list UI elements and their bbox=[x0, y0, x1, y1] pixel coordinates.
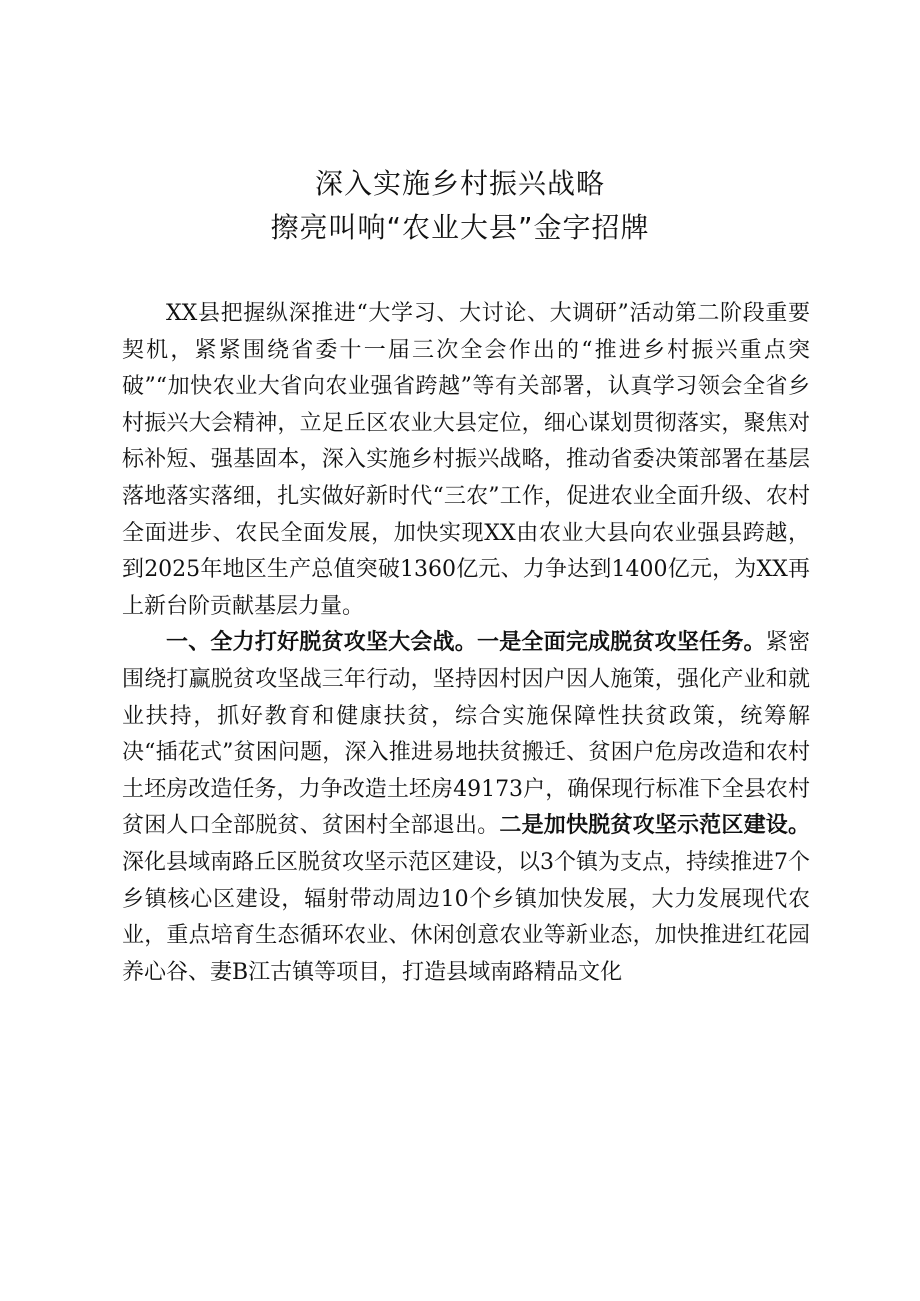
sub-item-1-text: 紧密围绕打赢脱贫攻坚战三年行动，坚持因村因户因人施策，强化产业和就业扶持，抓好教育和健康扶贫，综合实施保障性扶贫政策，统筹解决“插花式”贫困问题，深入推进易地扶贫搬迁、贫困户危房改造和农村土坯房改造任务，力争改造土坯房49173户，确保现行标准下全县农村贫困人口全部脱贫、贫困村全部退出。 bbox=[122, 630, 810, 839]
title-line-2: 擦亮叫响“农业大县”金字招牌 bbox=[270, 211, 650, 244]
section-1-heading: 一、全力打好脱贫攻坚大会战。 bbox=[166, 630, 477, 656]
sub-item-2-heading: 二是加快脱贫攻坚示范区建设。 bbox=[499, 813, 810, 839]
paragraph-section-1 bbox=[122, 625, 810, 991]
document-body bbox=[122, 296, 810, 991]
document-title bbox=[0, 162, 920, 250]
sub-item-1-heading: 一是全面完成脱贫攻坚任务。 bbox=[476, 630, 766, 656]
title-line-1: 深入实施乡村振兴战略 bbox=[314, 167, 605, 200]
sub-item-2-text: 深化县域南路丘区脱贫攻坚示范区建设，以3个镇为支点，持续推进7个乡镇核心区建设，辐射带动周边10个乡镇加快发展，大力发展现代农业，重点培育生态循环农业、休闲创意农业等新业态，加快推进红花园养心谷、妻B江古镇等项目，打造县域南路精品文化 bbox=[122, 849, 810, 985]
paragraph-intro: XX县把握纵深推进“大学习、大讨论、大调研”活动第二阶段重要契机，紧紧围绕省委十一届三次全会作出的“推进乡村振兴重点突破”“加快农业大省向农业强省跨越”等有关部署，认真学习领会全省乡村振兴大会精神，立足丘区农业大县定位，细心谋划贯彻落实，聚焦对标补短、强基固本，深入实施乡村振兴战略，推动省委决策部署在基层落地落实落细，扎实做好新时代“三农”工作，促进农业全面升级、农村全面进步、农民全面发展，加快实现XX由农业大县向农业强县跨越，到2025年地区生产总值突破1360亿元、力争达到1400亿元，为XX再上新台阶贡献基层力量。 bbox=[122, 301, 810, 619]
